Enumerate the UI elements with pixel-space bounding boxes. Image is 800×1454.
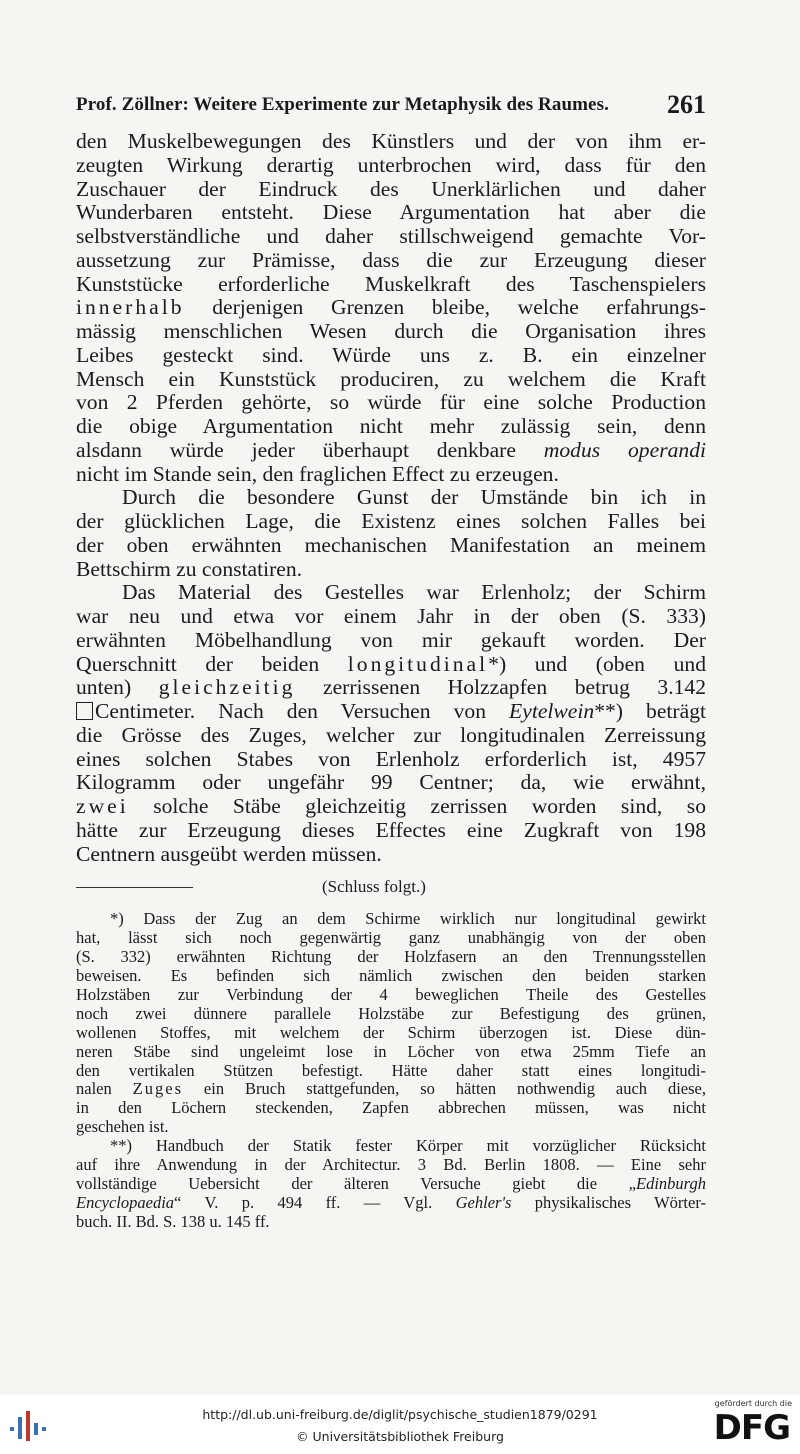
footnote-line: buch. II. Bd. S. 138 u. 145 ff. [76, 1213, 270, 1231]
page-header [76, 90, 706, 120]
footnote-line: nalen Zuges ein Bruch stattgefunden, so hätten nothwendig auch diese, [76, 1080, 706, 1099]
text-line: war neu und etwa vor einem Jahr in der oben (S. 333) [76, 605, 706, 628]
footnote-line: noch zwei dünnere parallele Holzstäbe zur Befestigung des grünen, [76, 1004, 706, 1023]
text-line: Wunderbaren entsteht. Diese Argumentation hat aber die [76, 201, 706, 225]
funding-caption: gefördert durch die [714, 1399, 792, 1408]
text-line: nicht im Stande sein, den fraglichen Effect zu erzeugen. [76, 462, 559, 486]
footnote-line: neren Stäbe sind ungeleimt lose in Löcher von etwa 25mm Tiefe an [76, 1042, 706, 1061]
footnote-line: auf ihre Anwendung in der Architectur. 3 Bd. Berlin 1808. — Eine sehr [76, 1156, 706, 1175]
source-url-link[interactable]: http://dl.ub.uni-freiburg.de/diglit/psychische_studien1879/0291 [202, 1407, 598, 1422]
text-line: die obige Argumentation nicht mehr zulässig sein, denn [76, 415, 706, 438]
text-line: unten) gleichzeitig zerrissenen Holzzapfen betrug 3.142 [76, 676, 706, 700]
text-line: Kunststücke erforderliche Muskelkraft des Taschenspielers [76, 272, 706, 296]
text-line: Durch die besondere Gunst der Umstände bin ich in [122, 486, 706, 510]
text-line: Centimeter. Nach den Versuchen von Eytelwein**) beträgt [76, 700, 706, 724]
text-line: Zuschauer der Eindruck des Unerklärlichen und daher [76, 177, 706, 201]
text-line: eines solchen Stabes von Erlenholz erforderlich ist, 4957 [76, 747, 706, 771]
text-line: zeugten Wirkung derartig unterbrochen wird, dass für den [76, 153, 706, 177]
footnote-line: vollständige Uebersicht der älteren Versuche giebt die „Edinburgh [76, 1175, 706, 1194]
text-line: mässig menschlichen Wesen durch die Organisation ihres [76, 320, 706, 343]
text-line: Das Material des Gestelles war Erlenholz; der Schirm [122, 581, 706, 605]
main-text [76, 130, 706, 866]
footnotes [76, 910, 706, 1232]
viewer-footer [0, 1395, 800, 1454]
square-symbol-icon [76, 702, 93, 720]
footnote-line: den vertikalen Stützen befestigt. Hätte daher statt eines longitudi- [76, 1061, 706, 1080]
footnote-line: in den Löchern steckenden, Zapfen abbrechen müssen, was nicht [76, 1099, 706, 1118]
text-line: die Grösse des Zuges, welcher zur longitudinalen Zerreissung [76, 723, 706, 747]
text-line: Mensch ein Kunststück produciren, zu welchem die Kraft [76, 367, 706, 391]
text-line: aussetzung zur Prämisse, dass die zur Erzeugung dieser [76, 248, 706, 272]
footnote-line: wollenen Stoffes, mit welchem der Schirm überzogen ist. Diese dün- [76, 1023, 706, 1042]
footnote-line: *) Dass der Zug an dem Schirme wirklich nur longitudinal gewirkt [110, 910, 706, 928]
text-line: innerhalb derjenigen Grenzen bleibe, welche erfahrungs- [76, 296, 706, 320]
text-line: alsdann würde jeder überhaupt denkbare modus operandi [76, 438, 706, 462]
text-line: Bettschirm zu constatiren. [76, 557, 303, 581]
text-line: den Muskelbewegungen des Künstlers und der von ihm er- [76, 130, 706, 153]
footnote-line: Holzstäben zur Verbindung der 4 beweglichen Theile des Gestelles [76, 985, 706, 1004]
separator-row [76, 875, 706, 901]
running-head: Prof. Zöllner: Weitere Experimente zur Metaphysik des Raumes. [76, 94, 609, 115]
continuation-note: (Schluss folgt.) [322, 877, 426, 896]
text-line: Kilogramm oder ungefähr 99 Centner; da, wie erwähnt, [76, 771, 706, 795]
footnote-line: (S. 332) erwähnten Richtung der Holzfasern an den Trennungsstellen [76, 947, 706, 966]
text-line: selbstverständliche und daher stillschweigend gemachte Vor- [76, 225, 706, 248]
dfg-logo: DFG [713, 1408, 790, 1448]
text-line: Querschnitt der beiden longitudinal*) und (oben und [76, 652, 706, 676]
footnote-line: Encyclopaedia“ V. p. 494 ff. — Vgl. Gehler's physikalisches Wörter- [76, 1194, 706, 1213]
text-line: Leibes gesteckt sind. Würde uns z. B. ein einzelner [76, 343, 706, 367]
text-line: von 2 Pferden gehörte, so würde für eine solche Production [76, 391, 706, 415]
footnote-line: geschehen ist. [76, 1118, 169, 1137]
footnote-rule [76, 887, 193, 888]
text-line: zwei solche Stäbe gleichzeitig zerrissen worden sind, so [76, 795, 706, 818]
footnote-line: beweisen. Es befinden sich nämlich zwischen den beiden starken [76, 966, 706, 985]
page-number: 261 [667, 90, 706, 119]
copyright-notice: © Universitätsbibliothek Freiburg [296, 1429, 504, 1444]
text-line: Centnern ausgeübt werden müssen. [76, 842, 382, 866]
footnote-line: **) Handbuch der Statik fester Körper mit vorzüglicher Rücksicht [110, 1137, 706, 1156]
text-line: erwähnten Möbelhandlung von mir gekauft worden. Der [76, 628, 706, 652]
footnote-line: hat, lässt sich noch gegenwärtig ganz unabhängig von der oben [76, 928, 706, 947]
text-line: der oben erwähnten mechanischen Manifestation an meinem [76, 533, 706, 557]
text-line: hätte zur Erzeugung dieses Effectes eine Zugkraft von 198 [76, 818, 706, 842]
text-line: der glücklichen Lage, die Existenz eines solchen Falles bei [76, 510, 706, 533]
